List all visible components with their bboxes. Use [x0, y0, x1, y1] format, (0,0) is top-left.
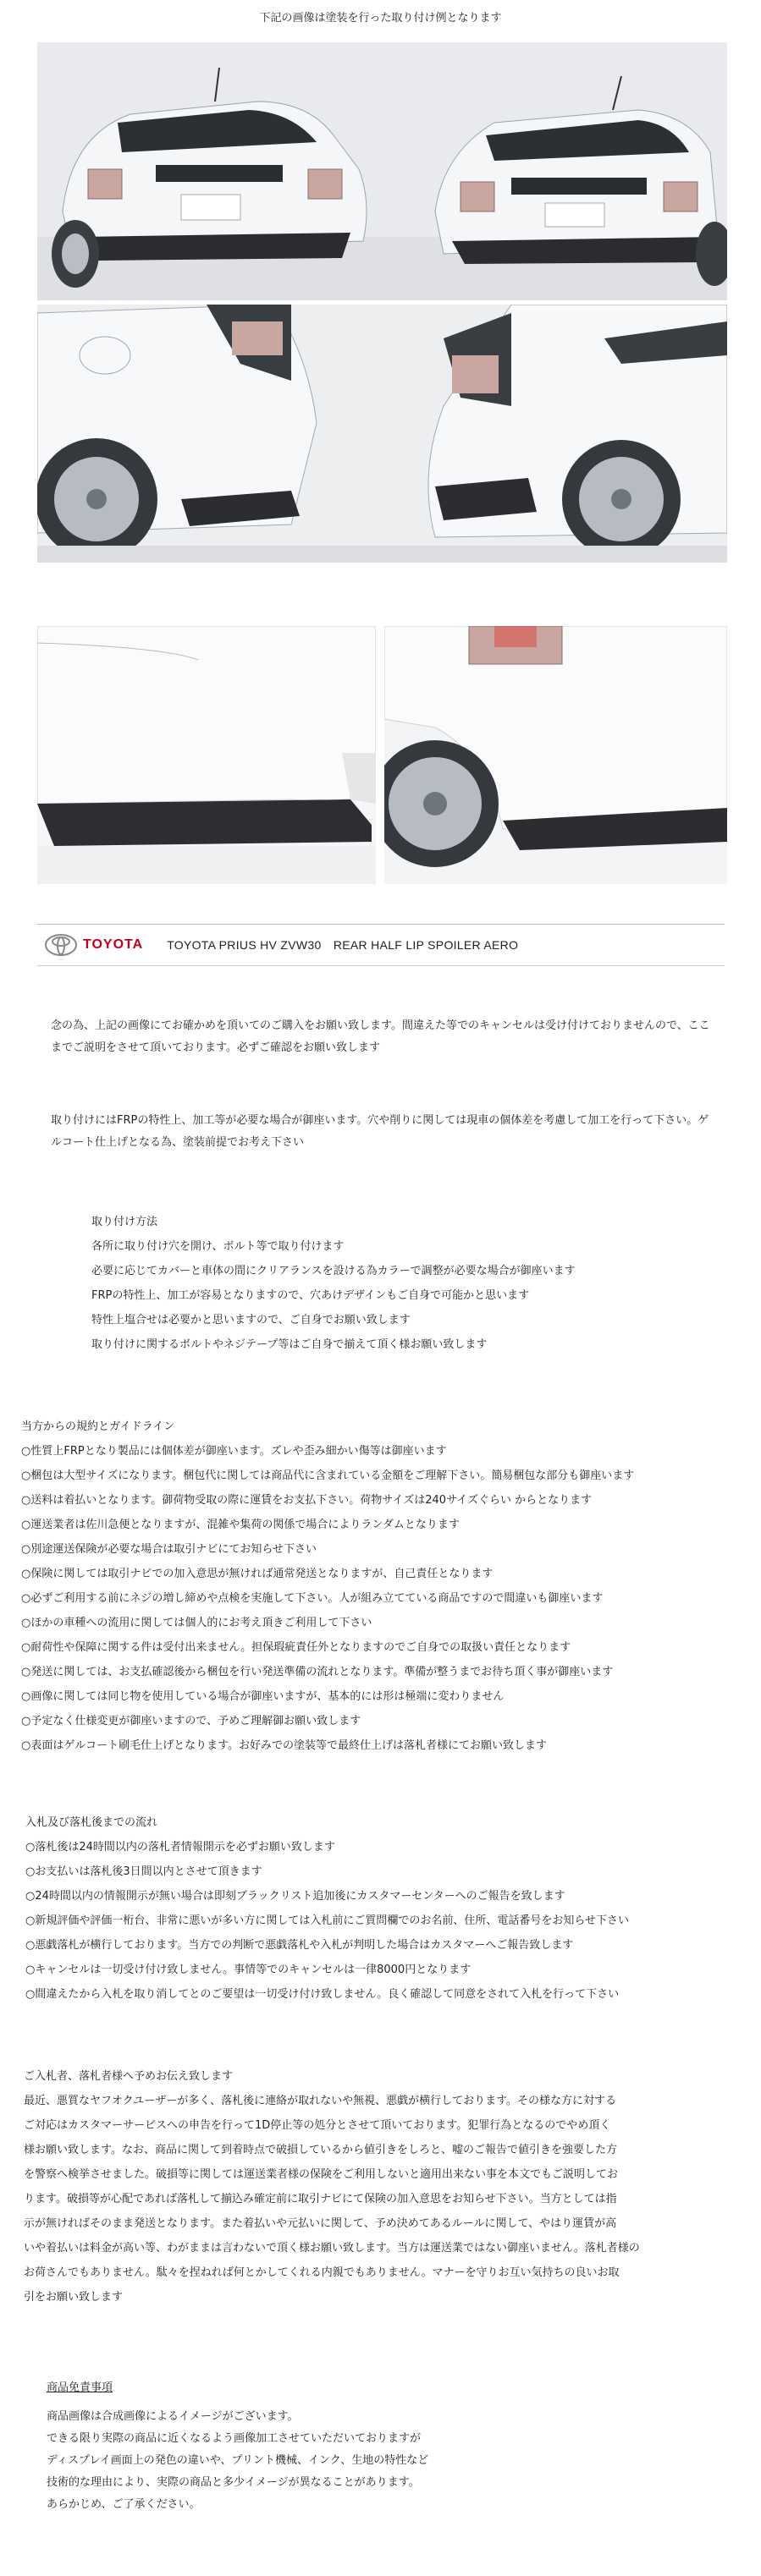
notice-line: 念の為、上記の画像にてお確かめを頂いてのご購入をお願い致します。間違えた等でのキャンセルは受け付けておりませんので、ここまでご説明をさせて頂いております。必ずご確認をお願い致します	[51, 1019, 710, 1054]
flow-item: ○お支払いは落札後3日間以内とさせて頂きます	[25, 1865, 262, 1878]
brand-name: TOYOTA	[83, 937, 144, 952]
disclaimer-line: ディスプレイ画面上の発色の違いや、プリント機械、インク、生地の特性など	[47, 2454, 429, 2467]
bidder-warning-section	[24, 2064, 735, 2310]
warning-line: いや着払いは料金が高い等、わがままは言わないで頂く様お願い致します。当方は運送業ではない御座いません。落札者様の	[24, 2242, 640, 2255]
terms-item: ○表面はゲルコート刷毛仕上げとなります。お好みでの塗装等で最終仕上げは落札者様にてお願い致します	[21, 1739, 548, 1752]
terms-item: ○運送業者は佐川急便となりますが、混雑や集荷の関係で場合によりランダムとなります	[21, 1519, 460, 1531]
terms-item: ○性質上FRPとなり製品には個体差が御座います。ズレや歪み細かい傷等は御座います	[21, 1445, 447, 1458]
warning-line: を警察へ検挙させました。破損等に関しては運送業者様の保険をご利用しないと適用出来ない事を本文でもご説明してお	[24, 2168, 619, 2181]
photo-left-quarter	[37, 305, 384, 563]
install-item: FRPの特性上、加工が容易となりますので、穴あけデザインもご自身で可能かと思います	[91, 1289, 530, 1302]
warning-title: ご入札者、落札者様へ予めお伝え致します	[24, 2070, 234, 2083]
install-item: 各所に取り付け穴を開け、ボルト等で取り付けます	[91, 1240, 345, 1253]
product-title-bar	[37, 924, 725, 966]
install-title: 取り付け方法	[91, 1216, 158, 1228]
disclaimer-line: できる限り実際の商品に近くなるよう画像加工させていただいておりますが	[47, 2432, 422, 2445]
terms-item: ○保険に関しては取引ナビでの加入意思が無ければ通常発送となりますが、自己責任となります	[21, 1568, 494, 1580]
install-item: 取り付けに関するボルトやネジテープ等はご自身で揃えて頂く様お願い致します	[91, 1338, 488, 1351]
warning-line: 様お願い致します。なお、商品に関して到着時点で破損しているから値引きをしろと、嘘のご報告で値引きを強要した方	[24, 2144, 617, 2156]
frp-line: 取り付けにはFRPの特性上、加工等が必要な場合が御座います。穴や削りに関しては現車の個体差を考慮して加工を行って下さい。ゲルコート仕上げとなる為、塗装前提でお考え下さい	[51, 1114, 709, 1149]
photo-left-lip	[37, 626, 376, 884]
photo-rear-left	[37, 42, 384, 300]
flow-title: 入札及び落札後までの流れ	[25, 1816, 158, 1829]
warning-line: ご対応はカスタマーサービスへの申告を行って1D停止等の処分とさせて頂いております。犯罪行為となるのでやめ頂く	[24, 2119, 611, 2132]
install-item: 必要に応じてカバーと車体の間にクリアランスを設ける為カラーで調整が必要な場合が御座います	[91, 1265, 576, 1277]
flow-item: ○間違えたから入札を取り消してとのご要望は一切受け付け致しません。良く確認して同意をされて入札を行って下さい	[25, 1988, 620, 2001]
photo-right-quarter	[384, 305, 727, 563]
photo-rear-right	[384, 42, 727, 300]
terms-item: ○必ずご利用する前にネジの増し締めや点検を実施して下さい。人が組み立てている商品ですので間違いも御座います	[21, 1592, 604, 1605]
install-section	[91, 1210, 718, 1357]
terms-item: ○予定なく仕様変更が御座いますので、予めご理解御お願い致します	[21, 1715, 361, 1727]
terms-item: ○送料は着払いとなります。御荷物受取の際に運賃をお支払下さい。荷物サイズは240サイズぐらい からとなります	[21, 1494, 593, 1507]
disclaimer-section	[47, 2377, 724, 2516]
warning-line: ります。破損等が心配であれば落札して揃込み確定前に取引ナビにて保険の加入意思をお知らせ下さい。当方としては指	[24, 2193, 617, 2205]
flow-item: ○落札後は24時間以内の落札者情報開示を必ずお願い致します	[25, 1841, 335, 1854]
warning-line: お荷さんでもありません。駄々を捏ねれば何とかしてくれる内親でもありません。マナーを守りお互い気持ちの良いお取	[24, 2266, 620, 2279]
terms-title: 当方からの規約とガイドライン	[21, 1420, 175, 1433]
disclaimer-line: 商品画像は合成画像によるイメージがございます。	[47, 2410, 299, 2423]
disclaimer-title: 商品免責事項	[47, 2381, 113, 2394]
terms-section	[21, 1414, 732, 1758]
flow-item: ○悪戯落札が横行しております。当方での判断で悪戯落札や入札が判明した場合はカスタマーへご報告致します	[25, 1939, 574, 1952]
warning-line: 引をお願い致します	[24, 2291, 124, 2304]
gallery-caption: 下記の画像は塗装を行った取り付け例となります	[259, 12, 502, 25]
disclaimer-line: あらかじめ、ご了承ください。	[47, 2498, 201, 2511]
disclaimer-spacer	[47, 2399, 724, 2406]
frp-note	[51, 1110, 715, 1154]
terms-item: ○梱包は大型サイズになります。梱包代に関しては商品代に含まれている金額をご理解下さい。簡易梱包な部分も御座います	[21, 1469, 635, 1482]
flow-item: ○キャンセルは一切受け付け致しません。事情等でのキャンセルは一律8000円となります	[25, 1964, 471, 1976]
disclaimer-line: 技術的な理由により、実際の商品と多少イメージが異なることがあります。	[47, 2476, 420, 2489]
terms-item: ○別途運送保険が必要な場合は取引ナビにてお知らせ下さい	[21, 1543, 317, 1556]
terms-item: ○画像に関しては同じ物を使用している場合が御座いますが、基本的には形は極端に変わりません	[21, 1690, 505, 1703]
purchase-notice	[51, 1015, 715, 1059]
flow-item: ○新規評価や評価一桁台、非常に悪いが多い方に関しては入札前にご質問欄でのお名前、住所、電話番号をお知らせ下さい	[25, 1914, 629, 1927]
terms-item: ○耐荷性や保障に関する件は受付出来ません。担保瑕疵責任外となりますのでご自身での取扱い責任となります	[21, 1641, 571, 1654]
product-model: TOYOTA PRIUS HV ZVW30 REAR HALF LIP SPOILER AERO	[167, 938, 519, 952]
bidding-flow-section	[25, 1810, 736, 2007]
warning-line: 最近、悪質なヤフオクユーザーが多く、落札後に連絡が取れないや無視、悪戯が横行しております。その様な方に対する	[24, 2095, 617, 2107]
install-item: 特性上塩合せは必要かと思いますので、ご自身でお願い致します	[91, 1314, 411, 1326]
terms-item: ○ほかの車種への流用に関しては個人的にお考え頂きご利用して下さい	[21, 1617, 372, 1629]
terms-item: ○発送に関しては、お支払確認後から梱包を行い発送準備の流れとなります。準備が整うまでお待ち頂く事が御座います	[21, 1666, 614, 1678]
toyota-logo-icon	[44, 932, 78, 958]
photo-right-lip	[384, 626, 727, 884]
warning-line: 示が無ければそのまま発送となります。また着払いや元払いに関して、予め決めてあるルールに関して、やはり運賃が高	[24, 2217, 617, 2230]
flow-item: ○24時間以内の情報開示が無い場合は即刻ブラックリスト追加後にカスタマーセンターへのご報告を致します	[25, 1890, 565, 1903]
